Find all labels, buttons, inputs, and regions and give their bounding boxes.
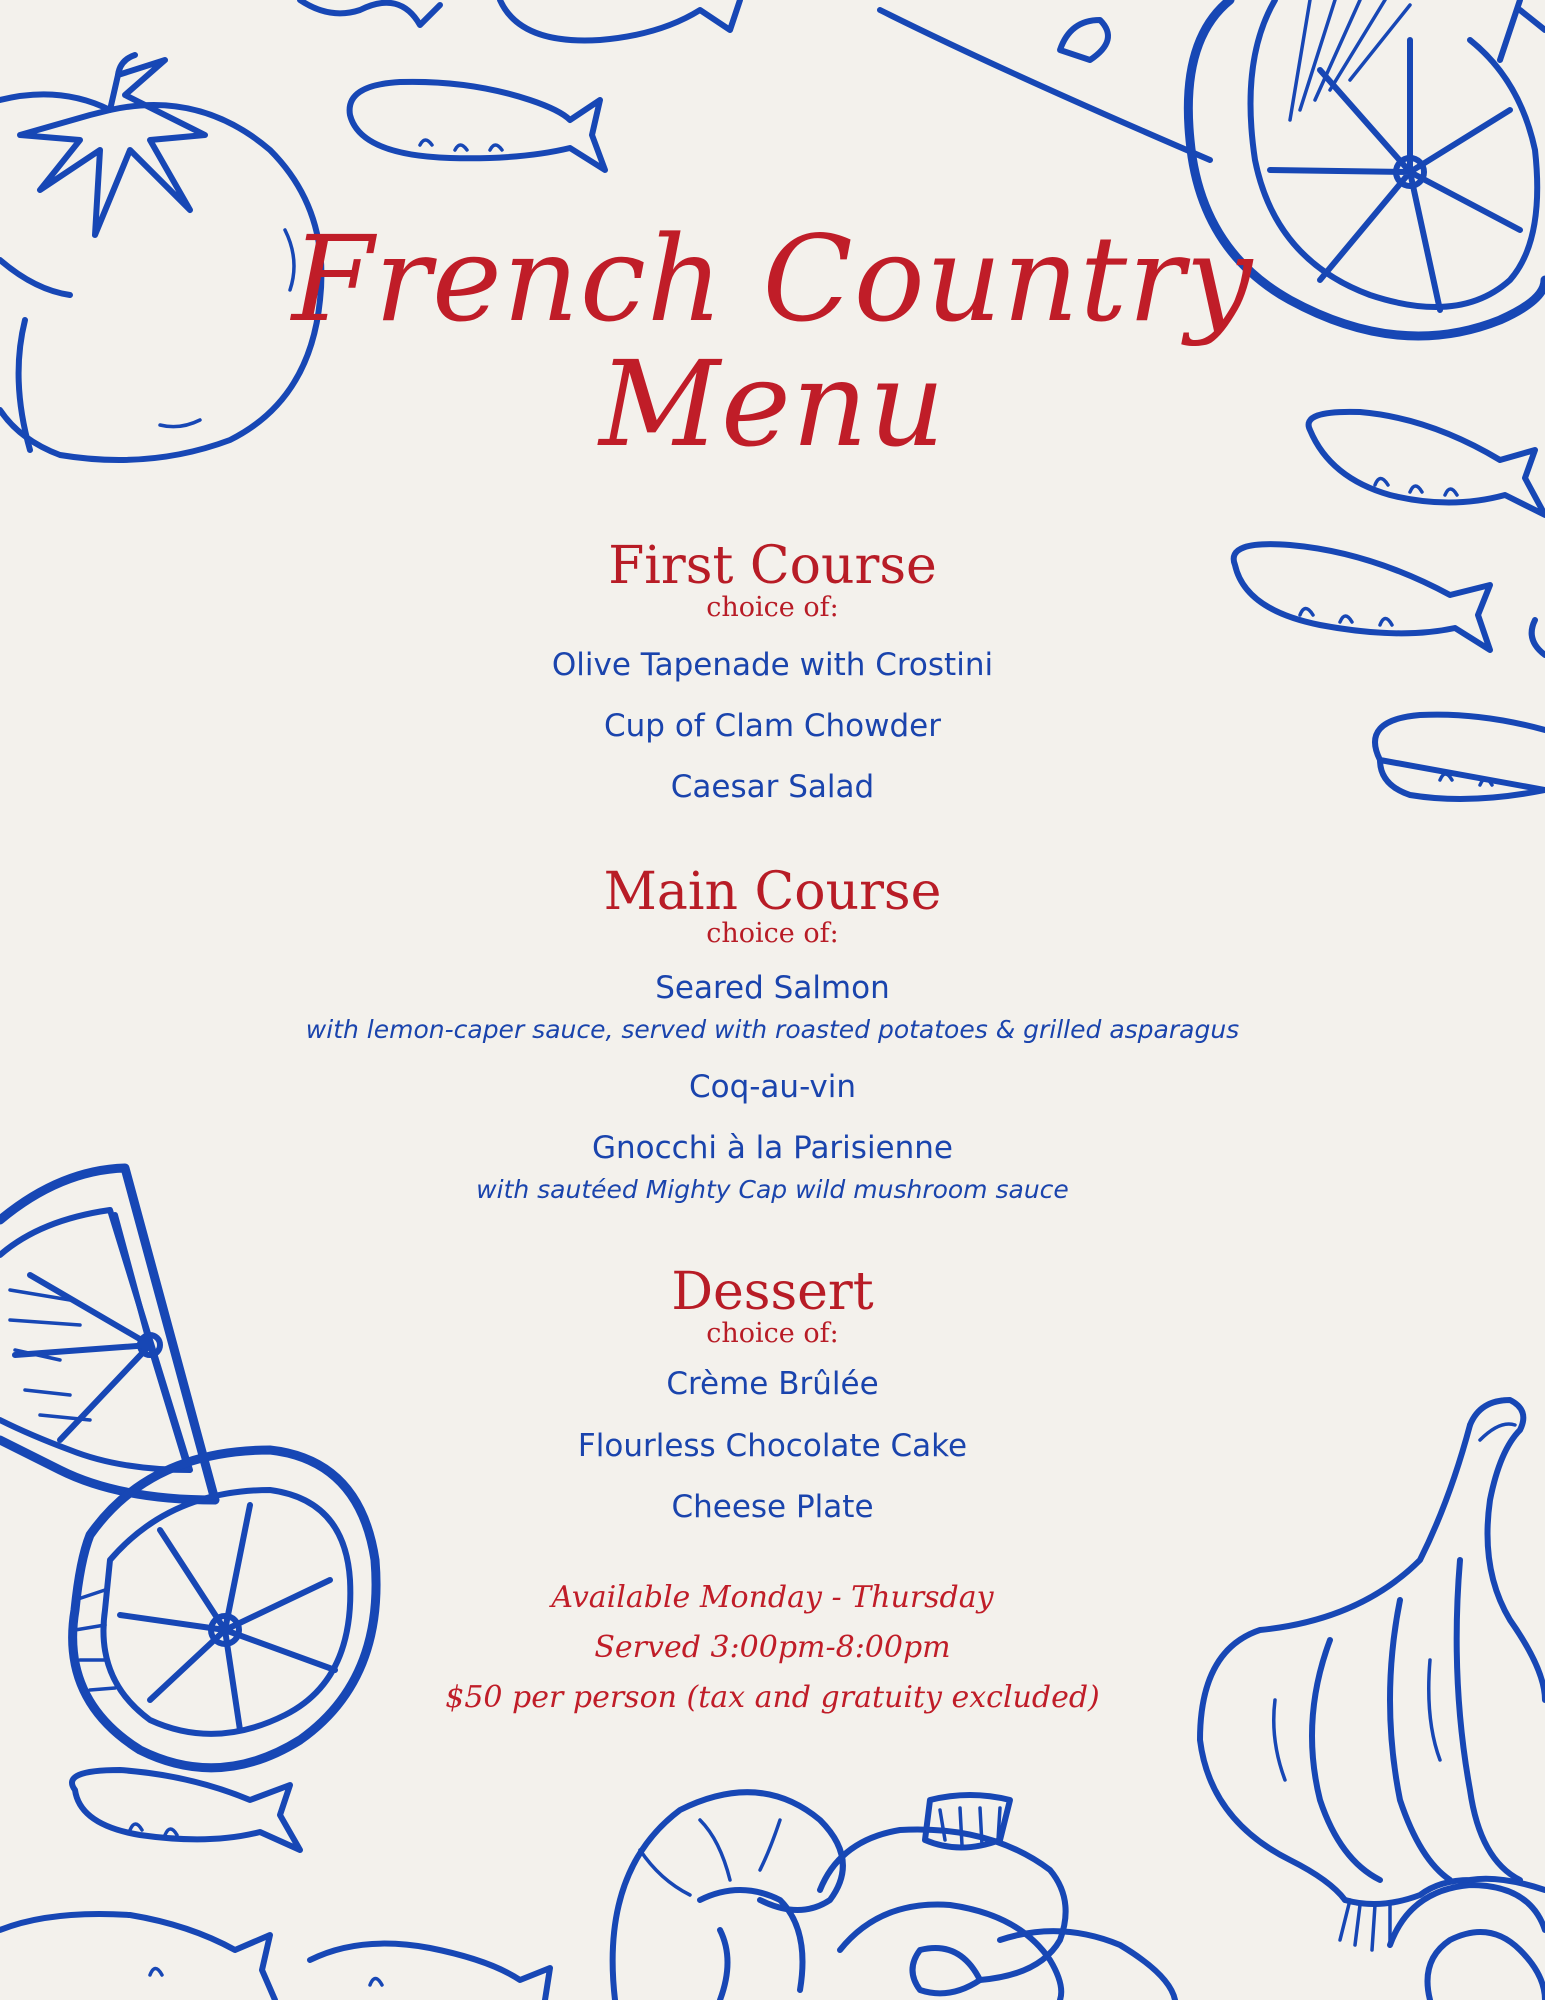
section-heading-dessert: Dessert [671, 1262, 874, 1322]
menu-item: Cup of Clam Chowder [604, 708, 941, 744]
menu-item-description: with lemon-caper sauce, served with roasted potatoes & grilled asparagus [305, 1015, 1240, 1044]
mushroom-icon [613, 1792, 1175, 2000]
menu-item-description: with sautéed Mighty Cap wild mushroom sauce [476, 1175, 1069, 1204]
section-heading-main-course: Main Course [603, 862, 942, 922]
fish-icon [350, 82, 605, 170]
menu-item: Seared Salmon [655, 970, 890, 1006]
menu-title-line1: French Country [291, 210, 1254, 348]
fish-icon [300, 0, 740, 41]
price-note: $50 per person (tax and gratuity excluded) [445, 1680, 1100, 1715]
menu-item: Cheese Plate [671, 1489, 874, 1525]
menu-item: Olive Tapenade with Crostini [551, 647, 994, 683]
fish-icon [0, 1914, 550, 2000]
hours-note: Served 3:00pm-8:00pm [594, 1630, 951, 1665]
availability-note: Available Monday - Thursday [551, 1580, 994, 1615]
menu-item: Gnocchi à la Parisienne [591, 1130, 953, 1166]
menu-item: Crème Brûlée [666, 1366, 879, 1402]
menu-item: Flourless Chocolate Cake [577, 1428, 968, 1464]
menu-item: Caesar Salad [670, 769, 875, 805]
section-subheading-dessert: choice of: [706, 1318, 839, 1349]
menu-title-line2: Menu [599, 335, 946, 473]
section-subheading-main-course: choice of: [706, 918, 839, 949]
section-subheading-first-course: choice of: [706, 592, 839, 623]
fish-icon [72, 1770, 300, 1850]
section-heading-first-course: First Course [608, 536, 937, 596]
menu-item: Coq-au-vin [688, 1069, 857, 1105]
